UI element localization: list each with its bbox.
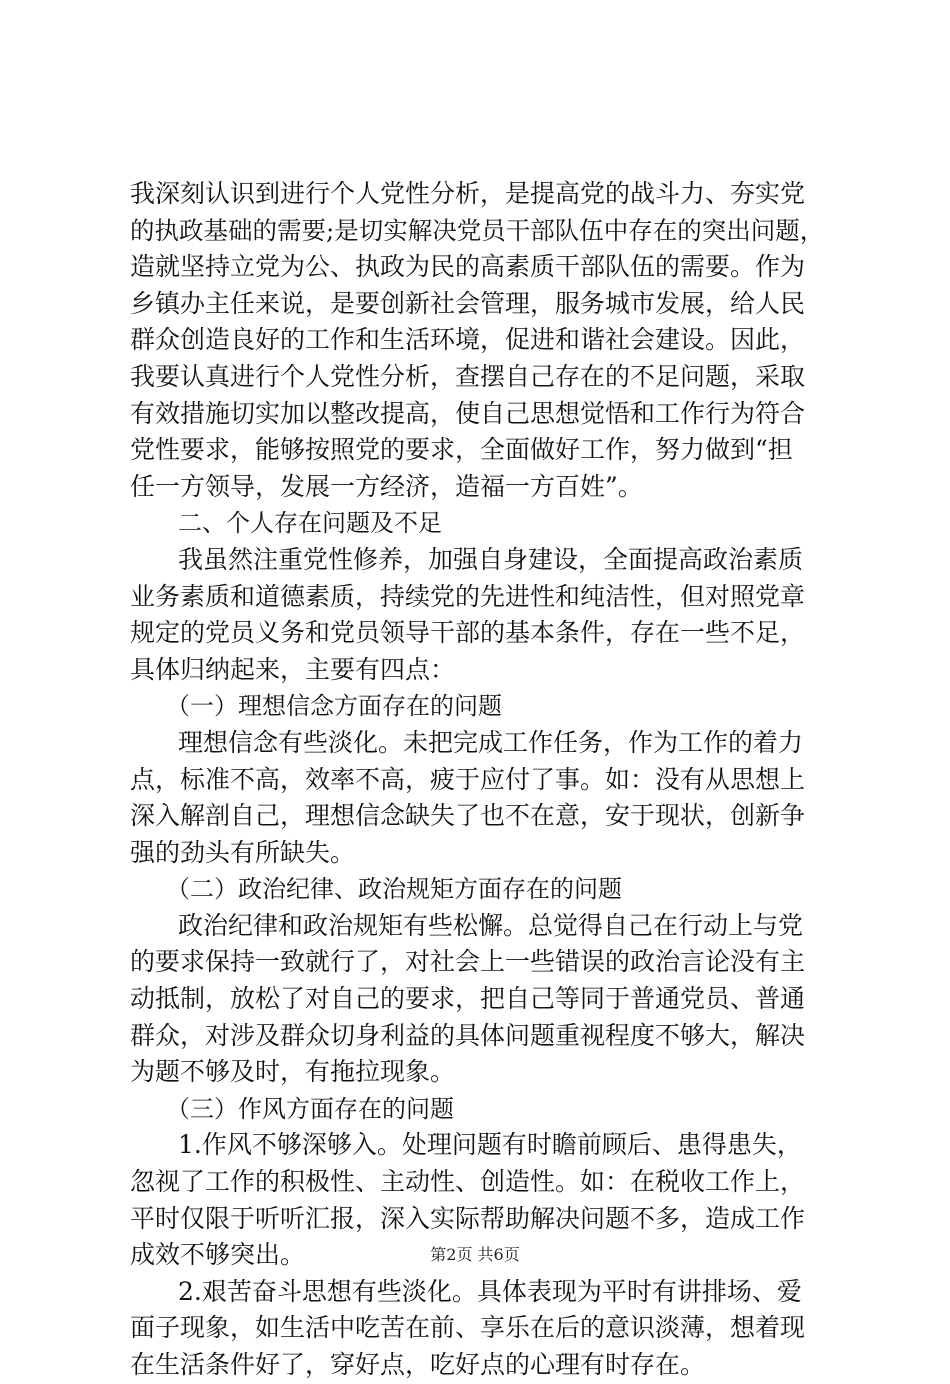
paragraph-line: 成效不够突出。	[130, 1240, 306, 1270]
paragraph-line: 强的劲头有所缺失。	[130, 837, 356, 867]
paragraph-line: 的要求保持一致就行了，对社会上一些错误的政治言论没有主	[130, 947, 806, 977]
paragraph-line: 1.作风不够深够入。处理问题有时瞻前顾后、患得患失，	[178, 1130, 802, 1160]
section-heading: （三）作风方面存在的问题	[166, 1094, 454, 1123]
paragraph-line: 业务素质和道德素质，持续党的先进性和纯洁性，但对照党章	[130, 581, 806, 611]
paragraph-line: 理想信念有些淡化。未把完成工作任务，作为工作的着力	[178, 727, 804, 757]
paragraph-line: 点，标准不高，效率不高，疲于应付了事。如：没有从思想上	[130, 764, 806, 794]
paragraph-line: 在生活条件好了，穿好点，吃好点的心理有时存在。	[130, 1350, 706, 1379]
paragraph-line: 我虽然注重党性修养，加强自身建设，全面提高政治素质	[178, 544, 804, 574]
paragraph-line: 面子现象，如生活中吃苦在前、享乐在后的意识淡薄，想着现	[130, 1313, 806, 1343]
section-heading: （二）政治纪律、政治规矩方面存在的问题	[166, 875, 622, 904]
paragraph-line: 2.艰苦奋斗思想有些淡化。具体表现为平时有讲排场、爱	[178, 1276, 802, 1306]
paragraph-line: 乡镇办主任来说，是要创新社会管理，服务城市发展，给人民	[130, 288, 806, 318]
paragraph-line: 忽视了工作的积极性、主动性、创造性。如：在税收工作上，	[130, 1167, 806, 1197]
paragraph-line: 深入解剖自己，理想信念缺失了也不在意，安于现状，创新争	[130, 801, 806, 831]
paragraph-line: 群众创造良好的工作和生活环境，促进和谐社会建设。因此，	[130, 325, 806, 355]
paragraph-line: 党性要求，能够按照党的要求，全面做好工作，努力做到“担	[130, 435, 793, 465]
paragraph-line: 具体归纳起来，主要有四点：	[130, 654, 456, 684]
paragraph-line: 造就坚持立党为公、执政为民的高素质干部队伍的需要。作为	[130, 252, 806, 282]
paragraph-line: 任一方领导，发展一方经济，造福一方百姓”。	[130, 471, 643, 501]
paragraph-line: 我深刻认识到进行个人党性分析，是提高党的战斗力、夯实党	[130, 179, 806, 208]
paragraph-line: 平时仅限于听听汇报，深入实际帮助解决问题不多，造成工作	[130, 1203, 806, 1233]
paragraph-line: 我要认真进行个人党性分析，查摆自己存在的不足问题，采取	[130, 361, 806, 391]
page-footer: 第2页 共6页	[430, 1245, 520, 1264]
document-body	[130, 176, 834, 1384]
paragraph-line: 政治纪律和政治规矩有些松懈。总觉得自己在行动上与党	[178, 910, 804, 940]
paragraph-line: 为题不够及时，有拖拉现象。	[130, 1057, 456, 1087]
paragraph-line: 规定的党员义务和党员领导干部的基本条件，存在一些不足，	[130, 618, 806, 648]
paragraph-line: 有效措施切实加以整改提高，使自己思想觉悟和工作行为符合	[130, 398, 806, 428]
paragraph-line: 的执政基础的需要;是切实解决党员干部队伍中存在的突出问题，	[130, 215, 825, 245]
paragraph-line: 动抵制，放松了对自己的要求，把自己等同于普通党员、普通	[130, 984, 806, 1014]
section-heading: 二、个人存在问题及不足	[178, 509, 442, 538]
section-heading: （一）理想信念方面存在的问题	[166, 692, 502, 721]
paragraph-line: 群众，对涉及群众切身利益的具体问题重视程度不够大，解决	[130, 1020, 806, 1050]
